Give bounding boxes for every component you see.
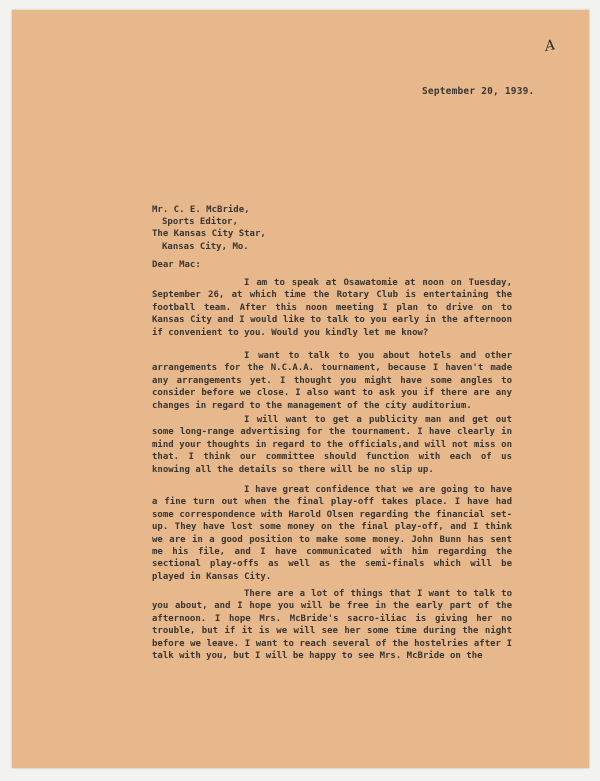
recipient-organization: The Kansas City Star, [152,229,266,240]
body-paragraph-5: There are a lot of things that I want to talk to you about, and I hope you will be free in the early part of the afternoon. I hope Mrs. McBride's sacro-iliac is giving her no trouble, but if it is we will see her some time during the night before we leave. I want to reach several of the hostelries after I talk with you, but I will be happy to see Mrs. McBride on the [152,589,512,662]
letter-date: September 20, 1939. [422,86,535,97]
recipient-title: Sports Editor, [162,217,238,228]
body-paragraph-2: I want to talk to you about hotels and other arrangements for the N.C.A.A. tournament, because I haven't made any arrangements yet. I thought you might have some angles to consider before we close. I also want to ask you if there are any changes in regard to the management of the city auditorium. [152,351,512,411]
salutation: Dear Mac: [152,260,201,270]
body-paragraph-1: I am to speak at Osawatomie at noon on Tuesday, September 26, at which time the Rotary Club is entertaining the football team. After this noon meeting I plan to drive on to Kansas City and I would like to talk to you early in the afternoon if convenient to you. Would you kindly let me know? [152,278,512,338]
letter-page [12,10,589,768]
recipient-name: Mr. C. E. McBride, [152,205,250,215]
recipient-address [152,204,266,253]
handwritten-mark: A [543,37,557,55]
recipient-city: Kansas City, Mo. [162,241,249,252]
body-paragraph-4: I have great confidence that we are going to have a fine turn out when the final play-off takes place. I have had some correspondence with Harold Olsen regarding the financial set-up. They have lost some money on the final play-off, and I think we are in a good position to make some money. John Bunn has sent me his file, and I have communicated with him regarding the sectional play-offs as well as the semi-finals which will be played in Kansas City. [152,485,512,582]
body-paragraph-3: I will want to get a publicity man and get out some long-range advertising for the tournament. I have clearly in mind your thoughts in regard to the officials,and will not miss on that. I think our committee should function with each of us knowing all the details so there will be no slip up. [152,415,512,475]
